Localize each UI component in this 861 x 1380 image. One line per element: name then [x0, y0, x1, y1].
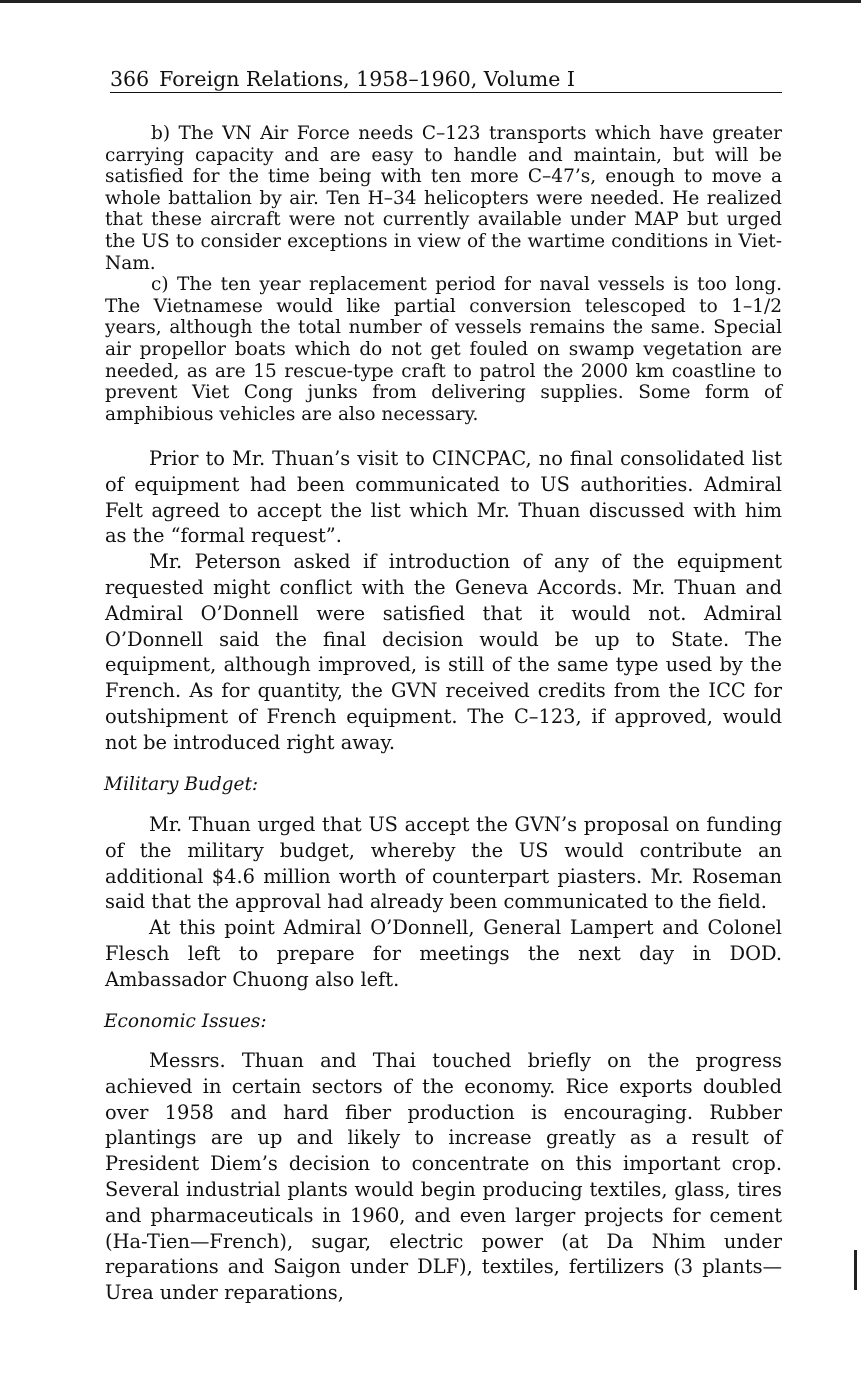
- military-budget-section: [105, 812, 782, 993]
- section-heading-military-budget: Military Budget:: [104, 774, 259, 795]
- paragraph: Prior to Mr. Thuan’s visit to CINCPAC, no final consolidated list of equipment had been communicated to US authorities. Admiral Felt agreed to accept the list which Mr. Thuan discussed with him as the “formal request”.: [105, 447, 782, 548]
- volume-title: Foreign Relations, 1958–1960, Volume I: [159, 67, 575, 91]
- list-item-c: c) The ten year replacement period for naval vessels is too long. The Vietnamese would like partial conversion telescoped to 1–1/2 years, although the total number of vessels remains the same. Special air propellor boats which do not get fouled on swamp vegetation are needed, as are 15 rescue-type craft to patrol the 2000 km coastline to prevent Viet Cong junks from delivering supplies. Some form of amphibious vehicles are also necessary.: [105, 274, 782, 425]
- scan-edge-mark: [854, 1250, 857, 1290]
- section-heading-economic-issues: Economic Issues:: [104, 1011, 267, 1032]
- economic-issues-section: [105, 1048, 782, 1306]
- page-top-edge: [0, 0, 861, 3]
- running-header: [110, 66, 782, 93]
- paragraph: Mr. Thuan urged that US accept the GVN’s proposal on funding of the military budget, whereby the US would contribute an additional $4.6 million worth of counterpart piasters. Mr. Roseman said that the approval had already been communicated to the field.: [105, 813, 782, 914]
- page-number: 366: [110, 67, 150, 91]
- list-item-b: b) The VN Air Force needs C–123 transports which have greater carrying capacity and are easy to handle and maintain, but will be satisfied for the time being with ten more C–47’s, enough to move a whole battalion by air. Ten H–34 helicopters were needed. He realized that these aircraft were not currently available under MAP but urged the US to consider exceptions in view of the wartime conditions in Viet-Nam.: [105, 123, 782, 274]
- paragraph: Messrs. Thuan and Thai touched briefly on the progress achieved in certain sectors of the economy. Rice exports doubled over 1958 and hard fiber production is encouraging. Rubber plantings are up and likely to increase greatly as a result of President Diem’s decision to concentrate on this important crop. Several industrial plants would begin producing textiles, glass, tires and pharmaceuticals in 1960, and even larger projects for cement (Ha-Tien—French), sugar, electric power (at Da Nhim under reparations and Saigon under DLF), textiles, fertilizers (3 plants—Urea under reparations,: [105, 1049, 782, 1305]
- equipment-list: [105, 123, 782, 425]
- equipment-discussion: [105, 446, 782, 756]
- paragraph: At this point Admiral O’Donnell, General Lampert and Colonel Flesch left to prepare for meetings the next day in DOD. Ambassador Chuong also left.: [105, 916, 782, 991]
- paragraph: Mr. Peterson asked if introduction of any of the equipment requested might conflict with the Geneva Accords. Mr. Thuan and Admiral O’Donnell were satisfied that it would not. Admiral O’Donnell said the final decision would be up to State. The equipment, although improved, is still of the same type used by the French. As for quantity, the GVN received credits from the ICC for outshipment of French equipment. The C–123, if approved, would not be introduced right away.: [105, 550, 782, 754]
